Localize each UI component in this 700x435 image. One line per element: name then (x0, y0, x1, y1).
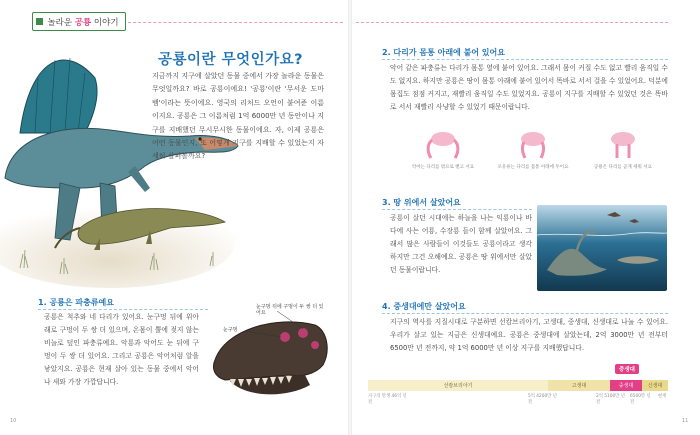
section-4-rule (382, 313, 668, 314)
erect-leg-icon (605, 130, 641, 162)
section-3-heading: 3. 땅 위에서 살았어요 (382, 198, 461, 207)
section-4-heading: 4. 중생대에만 살았어요 (382, 302, 466, 311)
tick-earth-birth: 지구의 탄생 46억 년 전 (368, 394, 407, 405)
section-3-body: 공룡이 살던 시대에는 하늘을 나는 익룡이나 바다에 사는 어룡, 수장룡 들이 함께 살았어요. 그래서 많은 사람들이 이것들도 공룡이라고 생각하지만 그건 오해예요. 공룡은 땅 위에서만 살았던 동물이랍니다. (390, 214, 532, 274)
ground-shadow (0, 198, 235, 288)
sprawling-leg-icon (425, 130, 461, 162)
era-paleozoic: 고생대 (548, 380, 610, 391)
page-number-left: 10 (10, 418, 17, 424)
tick-251: 2억 5100만 년 전 (596, 394, 625, 405)
tick-542: 5억 4200만 년 전 (528, 394, 557, 405)
section-3-rule (382, 209, 532, 210)
skull-hole-2 (311, 341, 319, 349)
section-1-rule (38, 309, 208, 310)
leg-posture-semi: 포유류는 다리를 몸통 아래에 두어요 (493, 130, 573, 171)
skull-illustration (205, 305, 335, 405)
marine-reptiles-illustration (537, 205, 667, 291)
section-2-heading: 2. 다리가 몸통 아래에 붙어 있어요 (382, 48, 505, 57)
era-mesozoic: 중생대 (610, 380, 642, 391)
semi-erect-leg-icon (515, 130, 551, 162)
section-1-body: 공룡은 척추와 네 다리가 있어요. 눈구멍 뒤에 위아래로 구멍이 두 쌍 더 있으며, 온몸이 뿔에 젖지 않는 비늘로 덮인 파충류예요. 악룡과 악어도 눈 뒤에 구멍이 두 쌍 더 있어요. 그리고 공룡은 악어처럼 알을 낳았지요. 공룡은 현재 살아 있는 동물 중에서 악어나 새와 가장 가깝답니다. (44, 313, 199, 386)
section-2-rule (382, 59, 668, 60)
header-rule-left (128, 22, 343, 23)
skull-hole-1 (298, 328, 308, 338)
era-precambrian: 선캄브리아기 (368, 380, 548, 391)
tick-65: 6500만 년 전 (630, 394, 651, 405)
page-title: 공룡이란 무엇인가요? (158, 52, 304, 68)
chapter-tag (32, 12, 126, 31)
leg-posture-erect: 공룡은 다리를 곧게 세워 서요 (583, 130, 663, 171)
tag-square-icon (36, 18, 43, 25)
leg-posture-sprawling: 악어는 다리를 밖으로 뻗고 서요 (403, 130, 483, 171)
spinosaurus-sail (20, 60, 97, 133)
page-gutter (348, 0, 352, 435)
tick-present: 현재 (658, 394, 667, 399)
skull-label-holes: 눈구멍 뒤에 구멍이 두 쌍 더 있어요 (256, 304, 324, 316)
skull-label-eye: 눈구멍 (223, 327, 238, 333)
era-cenozoic: 신생대 (642, 380, 668, 391)
geologic-timeline (368, 367, 668, 414)
chapter-tag-text: 놀라운 공룡 이야기 (47, 17, 119, 28)
intro-paragraph: 지금까지 지구에 살았던 동물 중에서 가장 놀라운 동물은 무엇일까요? 바로 공룡이에요! '공룡'이란 '무서운 도마뱀'이라는 뜻이에요. 영국의 리처드 오언이 붙여준 이름이지요. 공룡은 그 이름처럼 1억 6000만 년 동안이나 지구를 지배했던 무시무시한 동물이에요. 자, 이제 공룡은 어떤 동물인지, 또 어떻게 지구를 지배할 수 있었는지 자세히 살펴볼까요? (152, 72, 324, 161)
section-1-heading: 1. 공룡은 파충류예요 (38, 298, 114, 307)
section-4-body: 지구의 역사를 지질시대로 구분하면 선캄브리아기, 고생대, 중생대, 신생대로 나눌 수 있어요. 우리가 살고 있는 지금은 신생대예요. 공룡은 중생대에 살았는데, 2억 3000만 년 전부터 6500만 년 전까지, 약 1억 6000만 년 이상 지구를 지배했답니다. (390, 318, 668, 352)
leg-posture-diagram (398, 130, 668, 185)
section-2-body: 악어 같은 파충류는 다리가 몸통 옆에 붙어 있어요. 그래서 몸이 커질 수도 없고 빨리 움직일 수도 없지요. 하지만 공룡은 땅이 몸통 아래에 붙어 있어서 똑바로 서서 걸을 수 있었어요. 덕분에 몸집도 점점 커지고, 재빨리 움직일 수도 있었지요. 공룡이 지구를 지배할 수 있었던 것은 똑바로 서서 재빨리 사냥할 수 있었기 때문이랍니다. (390, 64, 668, 111)
page-number-right: 11 (682, 418, 689, 424)
skull-eye-socket (280, 332, 290, 342)
mesozoic-badge: 중생대 (615, 364, 639, 374)
header-rule-right (356, 22, 668, 23)
